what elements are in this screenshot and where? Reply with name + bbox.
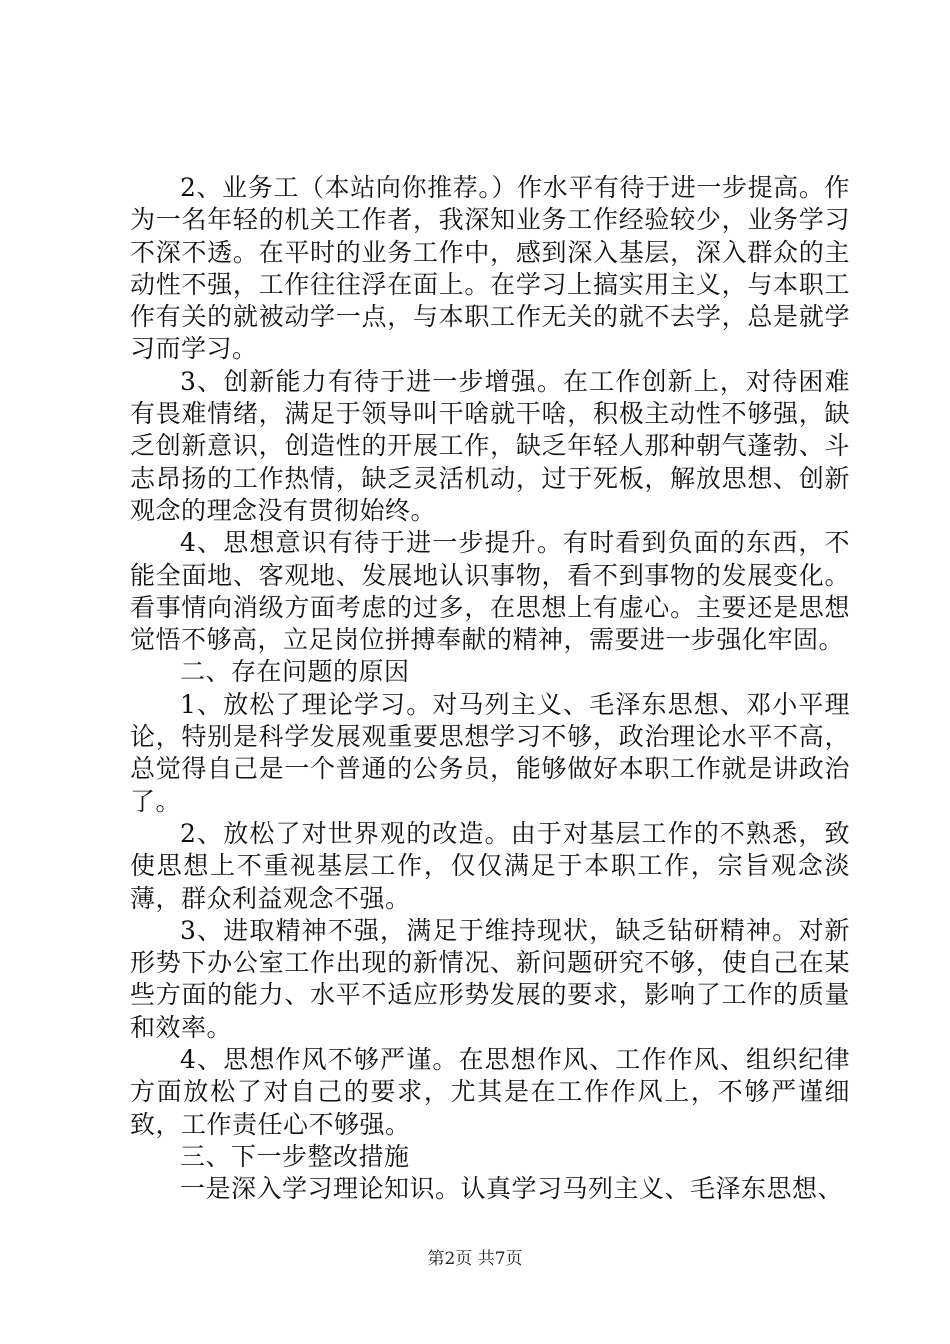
- paragraph-work-style: 4、思想作风不够严谨。在思想作风、工作作风、组织纪律方面放松了对自己的要求，尤其是在工作作风上，不够严谨细致，工作责任心不够强。: [130, 1045, 850, 1139]
- paragraph-worldview: 2、放松了对世界观的改造。由于对基层工作的不熟悉，致使思想上不重视基层工作，仅仅满足于本职工作，宗旨观念淡薄，群众利益观念不强。: [130, 818, 850, 913]
- paragraph-business-level: 2、业务工（本站向你推荐。）作水平有待于进一步提高。作为一名年轻的机关工作者，我深知业务工作经验较少，业务学习不深不透。在平时的业务工作中，感到深入基层，深入群众的主动性不强，工作往往浮在面上。在学习上搞实用主义，与本职工作有关的就被动学一点，与本职工作无关的就不去学，总是就学习而学习。: [130, 173, 850, 364]
- paragraph-enterprising-spirit: 3、进取精神不强，满足于维持现状，缺乏钻研精神。对新形势下办公室工作出现的新情况、新问题研究不够，使自己在某些方面的能力、水平不适应形势发展的要求，影响了工作的质量和效率。: [130, 915, 850, 1042]
- paragraph-innovation: 3、创新能力有待于进一步增强。在工作创新上，对待困难有畏难情绪，满足于领导叫干啥就干啥，积极主动性不够强，缺乏创新意识，创造性的开展工作，缺乏年轻人那种朝气蓬勃、斗志昂扬的工作热情，缺乏灵活机动，过于死板，解放思想、创新观念的理念没有贯彻始终。: [130, 366, 850, 525]
- section-heading-causes: 二、存在问题的原因: [180, 657, 410, 687]
- paragraph-thinking: 4、思想意识有待于进一步提升。有时看到负面的东西，不能全面地、客观地、发展地认识事物，看不到事物的发展变化。看事情向消级方面考虑的过多，在思想上有虚心。主要还是思想觉悟不够高，立足岗位拼搏奉献的精神，需要进一步强化牢固。: [130, 528, 850, 655]
- paragraph-study-theory: 一是深入学习理论知识。认真学习马列主义、毛泽东思想、: [180, 1174, 844, 1204]
- page-number-footer: 第2页 共7页: [427, 1249, 523, 1269]
- document-body: [130, 172, 850, 1206]
- section-heading-measures: 三、下一步整改措施: [180, 1141, 410, 1171]
- paragraph-theory-study: 1、放松了理论学习。对马列主义、毛泽东思想、邓小平理论，特别是科学发展观重要思想学习不够，政治理论水平不高，总觉得自己是一个普通的公务员，能够做好本职工作就是讲政治了。: [130, 689, 850, 816]
